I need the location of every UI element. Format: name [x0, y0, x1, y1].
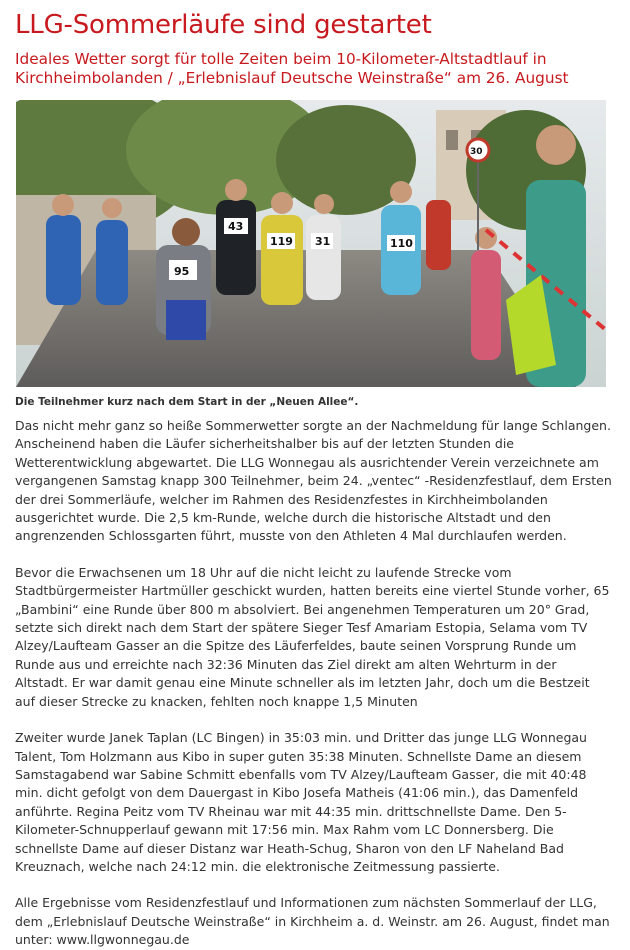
article-paragraph: Bevor die Erwachsenen um 18 Uhr auf die nicht leicht zu laufende Strecke vom Stadtbürgermeister Hartmüller geschickt wurden, hatten bereits eine viertel Stunde vorher, 65 „Bambini“ eine Runde über 800 m absolviert. Bei angenehmen Temperaturen um 20° Grad, setzte sich direkt nach dem Start der spätere Sieger Tesf Amariam Estopia, Selama vom TV Alzey/Laufteam Gasser an die Spitze des Läuferfeldes, baute seinen Vorsprung Runde um Runde aus und erreichte nach 32:36 Minuten das Ziel direkt am alten Wehrturm in der Altstadt. Er war damit genau eine Minute schneller als im letzten Jahr, doch um die Bestzeit auf dieser Strecke zu knacken, fehlten noch knappe 1,5 Minuten: [15, 564, 610, 709]
article-title: LLG-Sommerläufe sind gestartet: [15, 10, 432, 40]
photo-caption: Die Teilnehmer kurz nach dem Start in der „Neuen Allee“.: [15, 396, 359, 408]
bib-number: 31: [315, 235, 331, 248]
bib-number: 95: [174, 265, 190, 278]
article-paragraph: Zweiter wurde Janek Taplan (LC Bingen) in 35:03 min. und Dritter das junge LLG Wonnegau Talent, Tom Holzmann aus Kibo in super guten 35:38 Minuten. Schnellste Dame an diesem Samstagabend war Sabine Schmitt ebenfalls vom TV Alzey/Laufteam Gasser, die mit 40:48 min. dicht gefolgt von dem Dauergast in Kibo Josefa Matheis (41:06 min.), das Damenfeld anführte. Regina Peitz vom TV Rheinau war mit 44:35 min. drittschnellste Dame. Den 5-Kilometer-Schnupperlauf gewann mit 17:56 min. Max Rahm vom LC Donnersberg. Die schnellste Dame auf dieser Distanz war Heath-Schug, Sharon von den LF Naheland Bad Kreuznach, welche nach 24:12 min. die elektronische Zeitmessung passierte.: [15, 730, 587, 874]
bib-number: 110: [390, 237, 413, 250]
bib-number: 119: [270, 235, 293, 248]
runners-photo-illustration: [16, 100, 606, 387]
article-paragraph: Das nicht mehr ganz so heiße Sommerwetter sorgte an der Nachmeldung für lange Schlangen. Anscheinend haben die Läufer sicherheitshalber bis auf der letzten Stunden die Wetterentwicklung abgewartet. Die LLG Wonnegau als ausrichtender Verein verzeichnete am vergangenen Samstag knapp 300 Teilnehmer, beim 24. „ventec“ -Residenzfestlauf, dem Ersten der drei Sommerläufe, welcher im Rahmen des Residenzfestes in Kirchheimbolanden ausgerichtet wurde. Die 2,5 km-Runde, welche durch die historische Altstadt und den angrenzenden Schlossgarten führt, musste von den Athleten 4 Mal durchlaufen werden.: [15, 418, 612, 544]
article-subtitle: Ideales Wetter sorgt für tolle Zeiten beim 10-Kilometer-Altstadtlauf in Kirchheimbolanden / „Erlebnislauf Deutsche Weinstraße“ am 26. August: [15, 50, 569, 87]
bib-number: 43: [228, 220, 244, 233]
article-paragraph: Alle Ergebnisse vom Residenzfestlauf und Informationen zum nächsten Sommerlauf der LLG, dem „Erlebnislauf Deutsche Weinstraße“ in Kirchheim a. d. Weinstr. am 26. August, findet man unter: www.llgwonnegau.de: [15, 895, 610, 948]
speed-sign-number: 30: [470, 147, 483, 157]
article-photo: [16, 100, 606, 387]
